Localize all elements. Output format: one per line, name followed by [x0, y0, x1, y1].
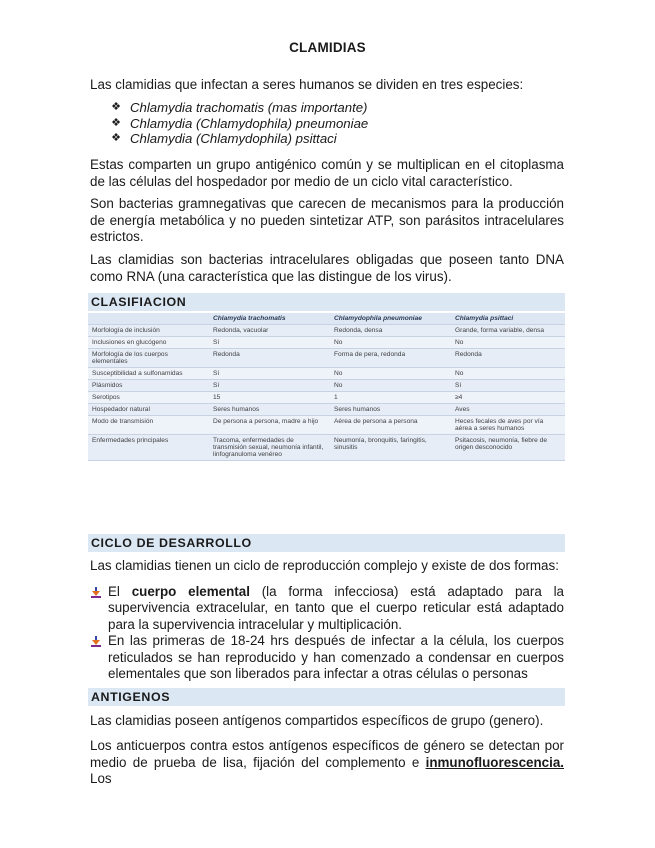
diamond-bullet-icon: ❖: [111, 132, 121, 145]
table-row: Hospedador natural Seres humanos Seres humanos Aves: [88, 404, 565, 416]
paragraph-1: Estas comparten un grupo antigénico común y se multiplican en el citoplasma de las células del hospedador por medio de un ciclo vital característico.: [90, 157, 564, 189]
ciclo-list: [90, 584, 564, 682]
ciclo-intro: Las clamidias tienen un ciclo de reproducción complejo y existe de dos formas:: [90, 558, 559, 573]
intro-paragraph: Las clamidias que infectan a seres humanos se dividen en tres especies:: [90, 77, 524, 92]
list-item: ❖ Chlamydia (Chlamydophila) psittaci: [111, 131, 337, 147]
section-header-clasificacion: CLASIFIACION: [88, 293, 565, 311]
paragraph-3: Las clamidias son bacterias intracelulares obligadas que poseen tanto DNA como RNA (una característica que las distingue de los virus).: [90, 252, 564, 284]
section-header-ciclo: CICLO DE DESARROLLO: [88, 534, 565, 552]
arrow-bullet-icon: [90, 584, 108, 633]
table-row: Morfología de los cuerpos elementales Redonda Forma de pera, redonda Redonda: [88, 349, 565, 368]
table-header-row: Chlamydia trachomatis Chlamydophila pneumoniae Chlamydia psittaci: [88, 313, 565, 325]
species-list: [110, 100, 368, 147]
table-row: Susceptibilidad a sulfonamidas Sí No No: [88, 368, 565, 380]
table-row: Inclusiones en glucógeno Sí No No: [88, 337, 565, 349]
paragraph-2: Son bacterias gramnegativas que carecen de mecanismos para la producción de energía metabólica y no pueden sintetizar ATP, son parásitos intracelulares estrictos.: [90, 196, 564, 245]
list-item: El cuerpo elemental (la forma infecciosa) está adaptado para la supervivencia extracelular, en tanto que el cuerpo reticular está adaptado para la supervivencia intracelular y multiplicación.: [90, 584, 564, 633]
diamond-bullet-icon: ❖: [111, 116, 121, 129]
diamond-bullet-icon: ❖: [111, 101, 121, 113]
classification-table: [88, 313, 565, 461]
page-title: CLAMIDIAS: [289, 40, 366, 55]
section-header-antigenos: ANTIGENOS: [88, 688, 565, 706]
table-row: Plásmidos Sí No Sí: [88, 380, 565, 392]
list-item: ❖ Chlamydia trachomatis (mas importante): [111, 100, 368, 115]
table-row: Morfología de inclusión Redonda, vacuolar Redonda, densa Grande, forma variable, densa: [88, 325, 565, 337]
table-row: Serotipos 15 1 ≥4: [88, 392, 565, 404]
antigenos-paragraph-2: Los anticuerpos contra estos antígenos específicos de género se detectan por medio de prueba de lisa, fijación del complemento e inmunofluorescencia. Los: [90, 738, 564, 787]
antigenos-paragraph-1: Las clamidias poseen antígenos compartidos específicos de grupo (genero).: [90, 713, 544, 728]
table-row: Modo de transmisión De persona a persona, madre a hijo Aérea de persona a persona Heces fecales de aves por vía aérea a seres humanos: [88, 416, 565, 435]
list-item: ❖ Chlamydia (Chlamydophila) pneumoniae: [111, 115, 369, 131]
table-row: Enfermedades principales Tracoma, enfermedades de transmisión sexual, neumonía infantil, linfogranuloma venéreo Neumonía, bronquitis, faringitis, sinusitis Psitacosis, neumonía, fiebre de origen desconocido: [88, 435, 565, 461]
list-item: En las primeras de 18-24 hrs después de infectar a la célula, los cuerpos reticulados se han reproducido y han comenzado a condensar en cuerpos elementales que son liberados para infectar a otras células o personas: [90, 633, 564, 682]
arrow-bullet-icon: [90, 633, 108, 682]
